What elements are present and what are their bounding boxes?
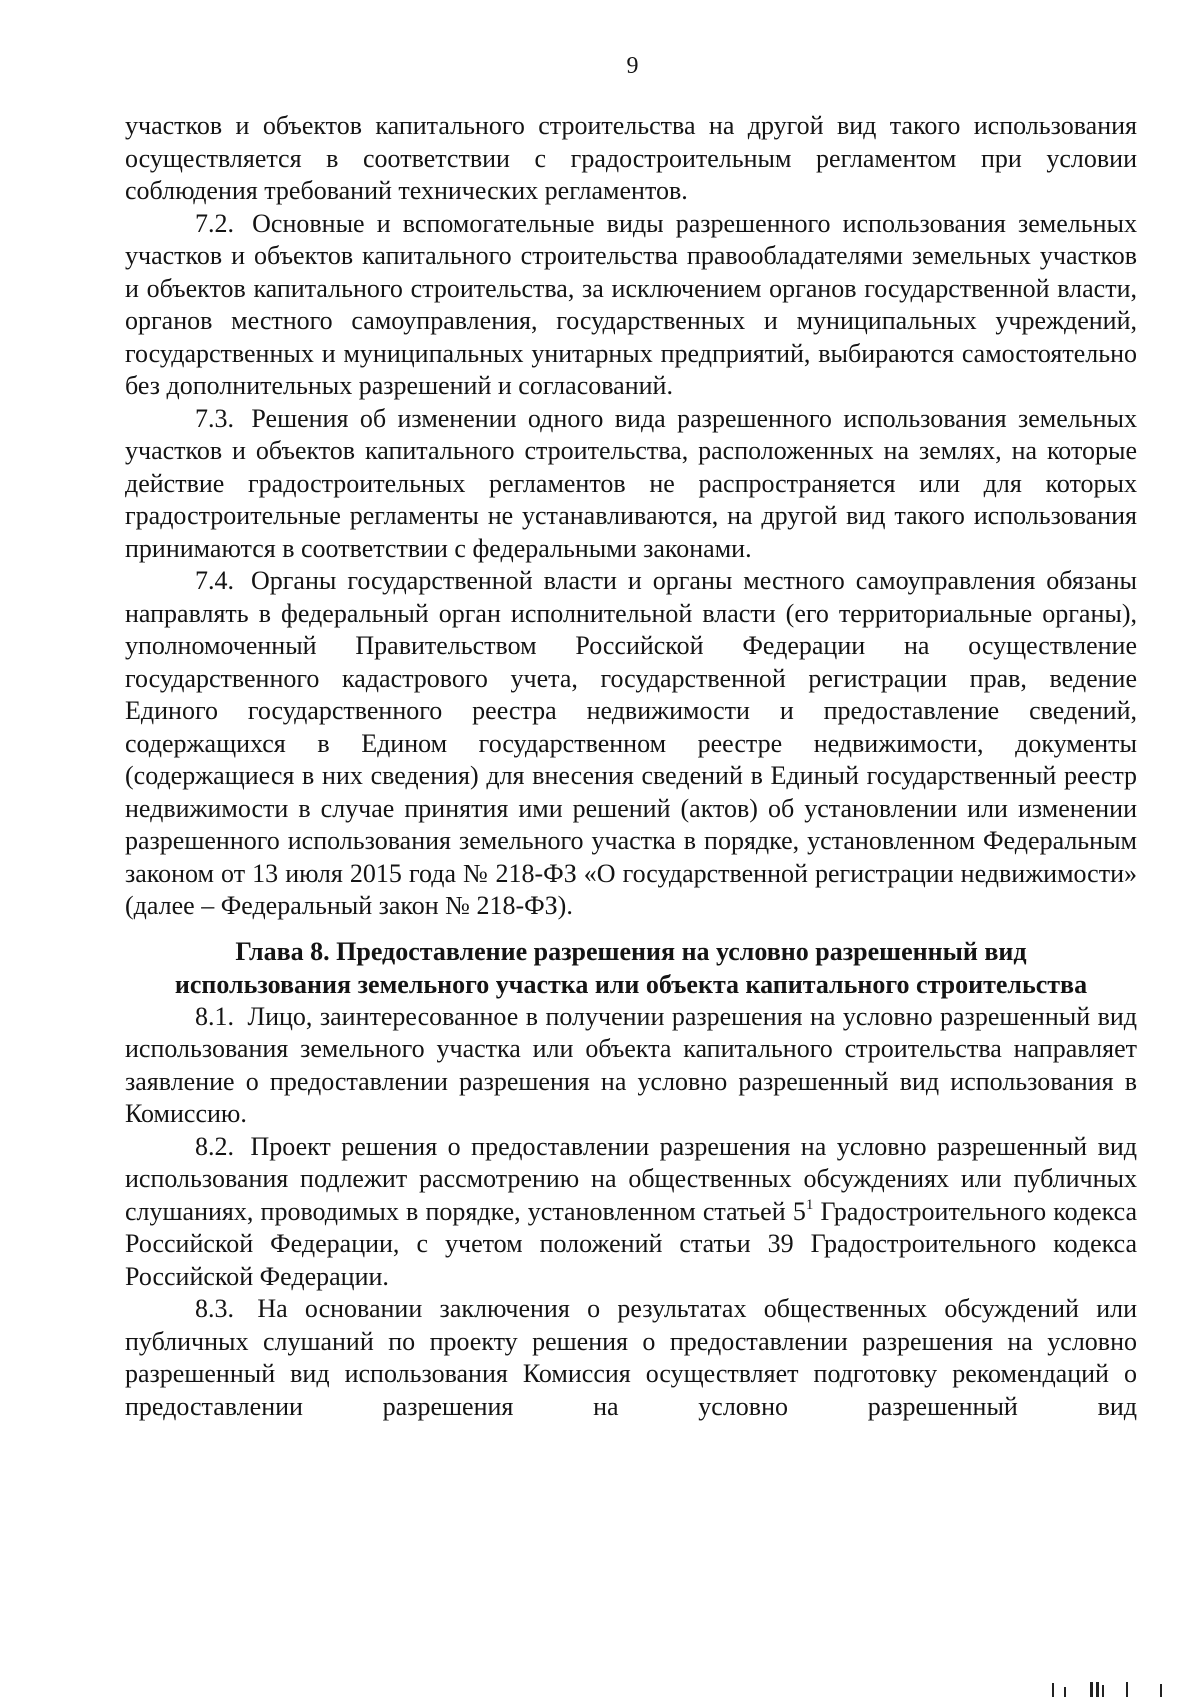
paragraph-8-3 [125,1293,1137,1423]
clause-number: 7.2. [195,208,234,238]
clause-text: Проект решения о предоставлении разрешения на условно разрешенный вид использования подлежит рассмотрению на общественных обсуждениях или публичных слушаниях, проводимых в порядке, установленном статьей 5 [125,1131,1137,1226]
paragraph-7-3 [125,403,1137,566]
clause-text: Органы государственной власти и органы местного самоуправления обязаны направлять в федеральный орган исполнительной власти (его территориальные органы), уполномоченный Правительством Российской Федерации на осуществление государственного кадастрового учета, государственной регистрации прав, ведение Единого государственного реестра недвижимости и предоставление сведений, содержащихся в Едином государственном реестре недвижимости, документы (содержащиеся в них сведения) для внесения сведений в Единый государственный реестр недвижимости в случае принятия ими решений (актов) об установлении или изменении разрешенного использования земельного участка в порядке, установленном Федеральным законом от 13 июля 2015 года № 218-ФЗ «О государственной регистрации недвижимости» (далее – Федеральный закон № 218-ФЗ). [125,566,1138,920]
clause-text: Основные и вспомогательные виды разрешенного использования земельных участков и объектов капитального строительства правообладателями земельных участков и объектов капитального строительства, за исключением органов государственной власти, органов местного самоуправления, государственных и муниципальных учреждений, государственных и муниципальных унитарных предприятий, выбираются самостоятельно без дополнительных разрешений и согласований. [125,208,1138,400]
heading-line-1: Глава 8. Предоставление разрешения на условно разрешенный вид [235,936,1027,966]
scan-barcode-marks [1050,1682,1170,1697]
clause-number: 8.2. [195,1131,234,1161]
superscript: 1 [805,1196,814,1213]
paragraph-7-2 [125,208,1137,403]
chapter-8-heading [125,935,1137,1001]
clause-text: Лицо, заинтересованное в получении разрешения на условно разрешенный вид использования земельного участка или объекта капитального строительства направляет заявление о предоставлении разрешения на условно разрешенный вид использования в Комиссию. [125,1001,1138,1128]
paragraph-continuation: участков и объектов капитального строительства на другой вид такого использования осуществляется в соответствии с градостроительным регламентом при условии соблюдения требований технических регламентов. [125,111,1137,205]
clause-number: 8.1. [195,1001,234,1031]
clause-number: 7.4. [195,566,234,595]
clause-text: Решения об изменении одного вида разрешенного использования земельных участков и объектов капитального строительства, расположенных на землях, на которые действие градостроительных регламентов не распространяется или для которых градостроительные регламенты не устанавливаются, на другой вид такого использования принимаются в соответствии с федеральными законами. [125,403,1137,563]
heading-line-2: использования земельного участка или объекта капитального строительства [174,969,1088,999]
document-body [125,110,1137,1423]
paragraph-8-2 [125,1131,1137,1294]
paragraph-8-1 [125,1001,1137,1131]
clause-text-continued: Градостроительного кодекса Российской Федерации, с учетом положений статьи 39 Градостроительного кодекса Российской Федерации. [125,1196,1138,1291]
page-number: 9 [626,53,639,79]
paragraph-7-4 [125,565,1137,923]
clause-text: На основании заключения о результатах общественных обсуждений или публичных слушаний по проекту решения о предоставлении разрешения на условно разрешенный вид использования Комиссия осуществляет подготовку рекомендаций о предоставлении разрешения на условно разрешенный вид [125,1294,1137,1421]
clause-number: 8.3. [195,1294,234,1323]
clause-number: 7.3. [195,403,234,433]
